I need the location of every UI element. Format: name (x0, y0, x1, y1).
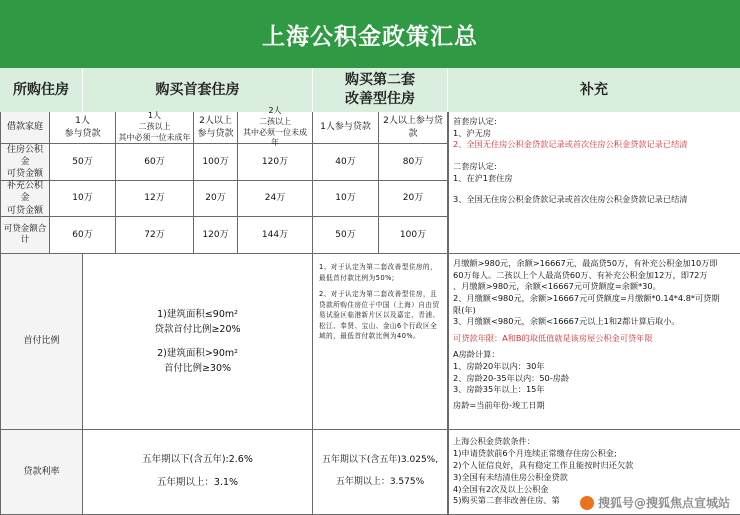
header-supplement: 补充 (448, 68, 740, 112)
supp-v5: 10万 (313, 181, 379, 217)
header-second-home-line1: 购买第二套 (345, 72, 415, 89)
rate-second-home (313, 430, 448, 515)
page-title: 上海公积金政策汇总 (0, 0, 740, 68)
housing-v4: 120万 (238, 144, 313, 181)
down-second-note1: 1、对于认定为第二套改善型住房的，最低首付款比例为50%; (319, 263, 438, 282)
family-c2: 1人 二孩以上 其中必须一位未成年 (116, 112, 194, 144)
rate-second-line1: 五年期以下(含五年)3.025%, (321, 455, 439, 466)
housing-v1: 50万 (50, 144, 116, 181)
rate-first-home (83, 430, 313, 515)
supp-line: 3)全国有未结清住房公积金贷款 (453, 471, 568, 482)
rate-second-line2: 五年期以上：3.575% (335, 477, 425, 487)
supp-line: 1)申请贷款前6个月连续正常缴存住房公积金; (453, 447, 617, 458)
supplement-identification (448, 112, 740, 254)
sohu-logo-icon (580, 496, 594, 510)
supp-line: 60万每人。二孩以上个人最高贷60万、有补充公积金加12万，即72万 (453, 269, 708, 280)
housing-v5: 40万 (313, 144, 379, 181)
watermark (580, 494, 730, 511)
family-c4: 二孩以上 其中必须一位未成年 (238, 112, 313, 144)
family-c6: 2人以上参与贷款 (379, 112, 448, 144)
supp-line: 首套房认定: (453, 116, 497, 126)
supp-line: 限(年) (453, 304, 476, 315)
total-v2: 72万 (116, 217, 194, 254)
supp-line: 4)全国有2次及以上公积金 (453, 483, 549, 494)
label-housing-fund: 住房公积金 可贷金额 (0, 144, 50, 181)
supp-line: 房龄=当前年份-竣工日期 (453, 400, 545, 411)
supp-line: 3、全国无住房公积金贷款记录或首次住房公积金贷款记录已结清 (453, 194, 688, 205)
down-second-home (313, 254, 448, 430)
rate-first-line1: 五年期以下(含五年):2.6% (142, 454, 253, 466)
supplement-loan-calc (448, 254, 740, 430)
down-second-note2: 2、对于认定为第二套改善型住房，且贷款所购住房位于中国（上海）自由贸易试验区临港新片区以及嘉定、青浦、松江、奉贤、宝山、金山6个行政区全域的，最低首付款比例为40%。 (319, 290, 440, 341)
rate-first-line2: 五年期以上：3.1% (156, 477, 239, 488)
down-first-home (83, 254, 313, 430)
header-first-home: 购买首套住房 (83, 68, 313, 112)
down-first-line1: 1)建筑面积≤90m² (157, 309, 238, 321)
supp-line: 1、房龄20年以内：30年 (453, 361, 545, 372)
supp-v3: 20万 (194, 181, 238, 217)
family-c5: 1人参与贷款 (313, 112, 379, 144)
supp-v6: 20万 (379, 181, 448, 217)
label-interest-rate: 贷款利率 (0, 430, 83, 515)
housing-v2: 60万 (116, 144, 194, 181)
down-first-line2: 贷款首付比例≥20% (154, 324, 241, 336)
supp-line: 上海公积金贷款条件： (453, 436, 535, 446)
supp-v1: 10万 (50, 181, 116, 217)
label-down-payment: 首付比例 (0, 254, 83, 430)
supp-line: 2、月缴额<980元，余额>16667元可贷额度=月缴额*0.14*4.8*可贷期 (453, 292, 720, 303)
header-second-home (313, 68, 448, 112)
total-v4: 144万 (238, 217, 313, 254)
family-c3: 2人以上 参与贷款 (194, 112, 238, 144)
supp-line: 2)个人征信良好，具有稳定工作且能按时归还欠款 (453, 459, 634, 470)
housing-v6: 80万 (379, 144, 448, 181)
header-second-home-line2: 改善型住房 (345, 91, 415, 107)
total-v5: 50万 (313, 217, 379, 254)
supp-line: 1、沪无房 (453, 127, 491, 138)
supp-line: 月缴额>980元，余额>16667元，最高贷50万，有补充公积金加10万即 (453, 258, 718, 268)
supp-line: 2、全国无住房公积金贷款记录或首次住房公积金贷款记录已结清 (453, 139, 688, 150)
label-supp-fund: 补充公积金 可贷金额 (0, 181, 50, 217)
total-v3: 120万 (194, 217, 238, 254)
label-family: 借款家庭 (0, 112, 50, 144)
down-first-line3: 2)建筑面积>90m² (157, 347, 238, 359)
supp-line: 2、房龄20-35年以内：50-房龄 (453, 372, 570, 383)
supp-v4: 24万 (238, 181, 313, 217)
supp-line: 5)购买第二套非改善住房、第 (453, 495, 560, 506)
supp-line: 二套房认定: (453, 160, 497, 171)
total-v6: 100万 (379, 217, 448, 254)
supp-line: 3、房龄35年以上：15年 (453, 384, 545, 395)
supp-v2: 12万 (116, 181, 194, 217)
housing-v3: 100万 (194, 144, 238, 181)
supp-line: 3、月缴额<980元，余额<16667元以上1和2都计算后取小。 (453, 316, 680, 327)
watermark-text: 搜狐号@搜狐焦点宣城站 (597, 496, 730, 510)
label-total: 可贷金额合计 (0, 217, 50, 254)
header-category: 所购住房 (0, 68, 83, 112)
family-c1: 1人 参与贷款 (50, 112, 116, 144)
total-v1: 60万 (50, 217, 116, 254)
supp-line: 可贷款年限：A和B的取低值就是该房屋公积金可贷年限 (453, 332, 653, 343)
down-first-line4: 首付比例≥30% (163, 362, 232, 374)
supp-line: 1、在沪1套住房 (453, 172, 513, 183)
supp-line: 、月缴额>980元，余额<16667元可贷额度=余额*30。 (453, 281, 661, 292)
supp-line: A房龄计算： (453, 349, 500, 360)
